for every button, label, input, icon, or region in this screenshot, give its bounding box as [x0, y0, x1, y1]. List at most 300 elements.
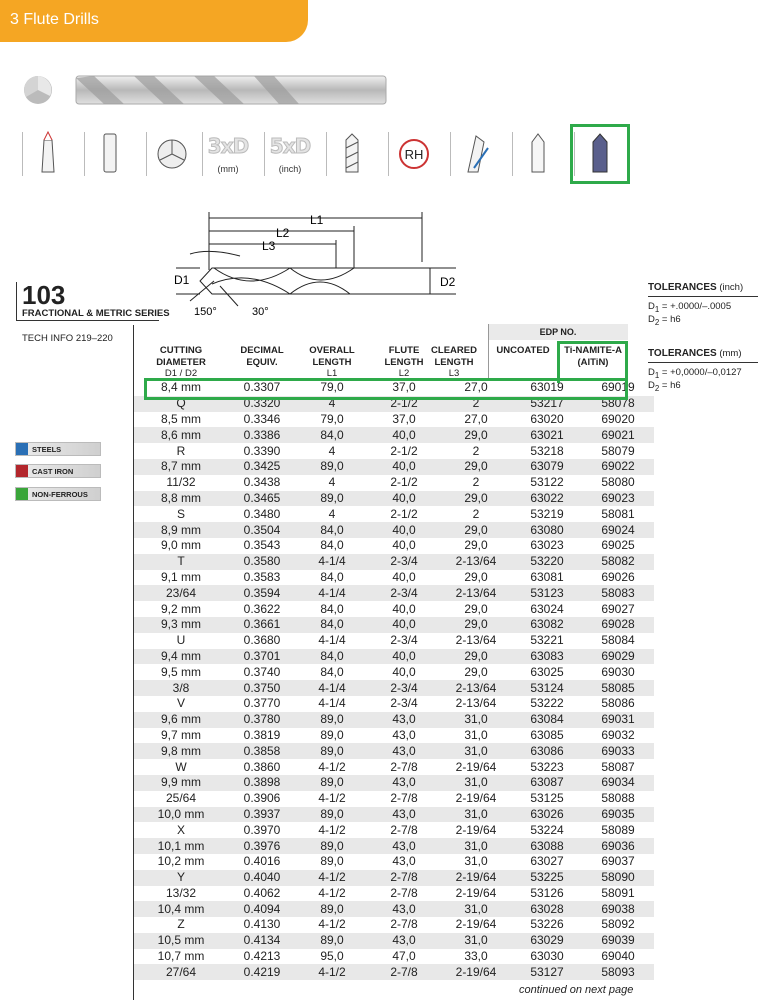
- table-cell: 10,4 mm: [134, 901, 228, 917]
- table-cell: 53220: [512, 554, 582, 570]
- table-cell: 9,4 mm: [134, 649, 228, 665]
- table-row: [134, 791, 654, 807]
- table-cell: 58084: [601, 633, 635, 648]
- table-cell: 2-13/64: [455, 696, 497, 711]
- section-title: 3 Flute Drills: [10, 11, 99, 28]
- depth-5xd-icon: 5xD (inch): [268, 128, 312, 184]
- table-cell: 2-1/2: [390, 475, 418, 490]
- table-cell: 58079: [601, 443, 635, 458]
- table-cell: 2-3/4: [390, 633, 418, 648]
- table-cell: 0.4016: [243, 854, 281, 869]
- table-cell: 2-19/64: [455, 759, 497, 774]
- svg-text:L3: L3: [262, 239, 276, 253]
- table-row: [134, 964, 654, 980]
- svg-text:150°: 150°: [194, 306, 217, 316]
- table-cell: 31,0: [440, 838, 512, 854]
- table-cell: 53225: [512, 870, 582, 886]
- table-cell: 27,0: [464, 380, 488, 395]
- table-cell: 4-1/2: [318, 822, 346, 837]
- table-cell: 4-1/4: [296, 554, 368, 570]
- table-row: [134, 412, 654, 428]
- table-cell: 69034: [582, 775, 654, 791]
- table-cell: 89,0: [296, 901, 368, 917]
- table-row: [134, 949, 654, 965]
- table-cell: 9,0 mm: [160, 538, 201, 553]
- table-cell: 8,4 mm: [160, 380, 201, 395]
- table-cell: 2-3/4: [368, 554, 440, 570]
- svg-text:RH: RH: [404, 147, 424, 162]
- table-cell: 0.4094: [228, 901, 296, 917]
- table-cell: 29,0: [440, 427, 512, 443]
- table-cell: 0.3583: [243, 569, 281, 584]
- table-cell: 63082: [512, 617, 582, 633]
- table-cell: 63088: [512, 838, 582, 854]
- table-cell: 40,0: [392, 538, 416, 553]
- table-cell: 79,0: [320, 411, 344, 426]
- series-divider: [16, 282, 17, 320]
- table-cell: 89,0: [296, 807, 368, 823]
- table-cell: 2-19/64: [440, 870, 512, 886]
- dimension-diagram: [150, 206, 480, 316]
- table-row: [134, 854, 654, 870]
- table-cell: 0.3465: [228, 491, 296, 507]
- table-cell: 2-7/8: [390, 822, 418, 837]
- selected-row-highlight: [144, 378, 628, 400]
- table-row: [134, 459, 654, 475]
- table-cell: 58092: [601, 917, 635, 932]
- table-cell: 69029: [582, 649, 654, 665]
- table-cell: 40,0: [368, 649, 440, 665]
- table-cell: 2: [472, 475, 480, 490]
- table-cell: 0.3425: [228, 459, 296, 475]
- table-cell: 63023: [530, 538, 564, 553]
- table-cell: 8,7 mm: [134, 459, 228, 475]
- table-cell: W: [175, 759, 187, 774]
- section-tab: [0, 0, 308, 42]
- table-cell: 9,8 mm: [134, 743, 228, 759]
- table-cell: 89,0: [296, 933, 368, 949]
- table-cell: T: [134, 554, 228, 570]
- table-cell: 89,0: [296, 712, 368, 728]
- table-cell: 0.3320: [228, 396, 296, 412]
- table-cell: 40,0: [368, 427, 440, 443]
- table-cell: 9,5 mm: [160, 664, 201, 679]
- table-cell: 4-1/4: [318, 633, 346, 648]
- table-cell: Z: [177, 917, 185, 932]
- table-cell: 53126: [530, 885, 564, 900]
- table-cell: 43,0: [392, 727, 416, 742]
- table-cell: 4: [296, 396, 368, 412]
- table-cell: 40,0: [392, 664, 416, 679]
- table-cell: 58089: [601, 822, 635, 837]
- table-cell: 4-1/4: [318, 696, 346, 711]
- table-cell: 29,0: [440, 522, 512, 538]
- table-cell: 0.3661: [228, 617, 296, 633]
- table-cell: 89,0: [296, 838, 368, 854]
- coolant-icon: [454, 128, 498, 184]
- table-cell: 2-7/8: [390, 917, 418, 932]
- helix-icon: [330, 128, 374, 184]
- table-cell: 2-7/8: [390, 885, 418, 900]
- table-cell: 79,0: [320, 380, 344, 395]
- table-row: [134, 443, 654, 459]
- table-cell: 69040: [601, 949, 635, 964]
- feature-icons: [14, 128, 634, 184]
- table-cell: 37,0: [392, 411, 416, 426]
- table-cell: 0.3680: [243, 633, 281, 648]
- table-cell: 0.4130: [243, 917, 281, 932]
- table-cell: 0.3819: [243, 727, 281, 742]
- table-cell: 31,0: [440, 933, 512, 949]
- table-cell: 69036: [582, 838, 654, 854]
- table-cell: 2-13/64: [440, 554, 512, 570]
- table-cell: 43,0: [368, 712, 440, 728]
- table-cell: 2-7/8: [368, 964, 440, 980]
- table-cell: 0.3860: [243, 759, 281, 774]
- table-cell: 0.3701: [228, 649, 296, 665]
- table-cell: 23/64: [134, 585, 228, 601]
- table-cell: 0.3898: [228, 775, 296, 791]
- table-row: [134, 759, 654, 775]
- table-cell: 0.4213: [243, 949, 281, 964]
- table-cell: 63019: [530, 380, 564, 395]
- table-cell: 0.3307: [243, 380, 281, 395]
- table-cell: 0.3480: [243, 506, 281, 521]
- table-cell: 4: [328, 443, 336, 458]
- table-cell: 69027: [601, 601, 635, 616]
- table-cell: 0.3937: [228, 807, 296, 823]
- table-cell: 31,0: [440, 712, 512, 728]
- table-cell: 31,0: [440, 775, 512, 791]
- table-row: [134, 901, 654, 917]
- table-cell: 0.3504: [228, 522, 296, 538]
- table-cell: 29,0: [440, 649, 512, 665]
- table-cell: 4-1/2: [318, 885, 346, 900]
- table-cell: 84,0: [320, 538, 344, 553]
- table-row: [134, 617, 654, 633]
- table-cell: 63030: [530, 949, 564, 964]
- table-cell: 0.3543: [243, 538, 281, 553]
- table-cell: 53221: [530, 633, 564, 648]
- table-row: [134, 570, 654, 586]
- table-row: [134, 712, 654, 728]
- table-cell: 63084: [512, 712, 582, 728]
- table-cell: 33,0: [464, 949, 488, 964]
- table-cell: 13/32: [165, 885, 197, 900]
- header-decimal-equiv: DECIMAL EQUIV.: [240, 345, 284, 368]
- table-cell: 63024: [530, 601, 564, 616]
- table-cell: 25/64: [165, 791, 197, 806]
- table-cell: 29,0: [440, 617, 512, 633]
- table-cell: 10,7 mm: [157, 949, 205, 964]
- table-cell: 58080: [601, 475, 635, 490]
- table-cell: 11/32: [166, 475, 196, 490]
- table-cell: 69033: [582, 743, 654, 759]
- table-cell: Q: [134, 396, 228, 412]
- table-cell: 4-1/2: [318, 917, 346, 932]
- table-row: [134, 680, 654, 696]
- right-hand-icon: [392, 128, 436, 184]
- depth-3xd-icon: 3xD (mm): [206, 128, 250, 184]
- table-cell: 31,0: [440, 901, 512, 917]
- table-cell: 8,8 mm: [134, 491, 228, 507]
- table-cell: 2-7/8: [390, 791, 418, 806]
- table-cell: 69020: [601, 411, 635, 426]
- table-cell: 63022: [512, 491, 582, 507]
- table-cell: 69025: [601, 538, 635, 553]
- table-cell: 4-1/2: [318, 791, 346, 806]
- table-cell: 53122: [530, 475, 564, 490]
- table-cell: 69038: [582, 901, 654, 917]
- table-cell: 3/8: [134, 680, 228, 696]
- table-cell: 63086: [512, 743, 582, 759]
- table-row: [134, 886, 654, 902]
- table-cell: 43,0: [368, 743, 440, 759]
- table-cell: 2-19/64: [455, 885, 497, 900]
- table-cell: 84,0: [296, 522, 368, 538]
- table-cell: 0.4040: [228, 870, 296, 886]
- drill-data-table: [134, 380, 654, 980]
- table-cell: 2-1/2: [368, 396, 440, 412]
- table-cell: V: [176, 696, 185, 711]
- table-cell: 69031: [582, 712, 654, 728]
- table-cell: 53223: [530, 759, 564, 774]
- table-cell: 84,0: [296, 649, 368, 665]
- header-flute-length: FLUTE LENGTH L2: [384, 345, 424, 379]
- table-cell: 0.3770: [243, 696, 281, 711]
- table-cell: 40,0: [368, 617, 440, 633]
- table-cell: 2-13/64: [455, 633, 497, 648]
- table-cell: 53222: [530, 696, 564, 711]
- table-cell: 69037: [601, 854, 635, 869]
- table-cell: 27,0: [464, 411, 488, 426]
- table-cell: R: [176, 443, 186, 458]
- table-row: [134, 427, 654, 443]
- table-cell: 0.3750: [228, 680, 296, 696]
- table-cell: 2: [440, 396, 512, 412]
- table-cell: 58088: [601, 791, 635, 806]
- table-cell: 2-13/64: [440, 585, 512, 601]
- header-ti-namite: Ti-NAMITE-A (AlTiN): [564, 345, 622, 368]
- table-cell: 4-1/2: [318, 759, 346, 774]
- table-cell: 0.3780: [228, 712, 296, 728]
- table-cell: 84,0: [296, 617, 368, 633]
- table-cell: 43,0: [368, 933, 440, 949]
- table-row: [134, 933, 654, 949]
- table-cell: 40,0: [368, 459, 440, 475]
- table-cell: 58081: [601, 506, 635, 521]
- table-row: [134, 633, 654, 649]
- table-cell: 2-7/8: [368, 870, 440, 886]
- table-row: [134, 822, 654, 838]
- table-cell: 2-3/4: [368, 680, 440, 696]
- table-cell: 63087: [512, 775, 582, 791]
- table-cell: 89,0: [320, 727, 344, 742]
- table-cell: 0.3906: [243, 791, 281, 806]
- table-cell: 2-1/2: [390, 506, 418, 521]
- table-cell: 53219: [530, 506, 564, 521]
- table-cell: 69039: [582, 933, 654, 949]
- table-cell: 58082: [582, 554, 654, 570]
- table-row: [134, 743, 654, 759]
- table-cell: 43,0: [368, 775, 440, 791]
- table-cell: 9,2 mm: [160, 601, 201, 616]
- table-cell: 53218: [530, 443, 564, 458]
- table-row: [134, 538, 654, 554]
- legend-cast-iron: CAST IRON: [15, 464, 101, 478]
- table-cell: 58078: [582, 396, 654, 412]
- table-cell: 53123: [512, 585, 582, 601]
- table-cell: 2-19/64: [455, 917, 497, 932]
- table-cell: 63028: [512, 901, 582, 917]
- table-cell: 31,0: [440, 807, 512, 823]
- table-cell: 69022: [582, 459, 654, 475]
- table-cell: S: [176, 506, 185, 521]
- table-cell: 9,7 mm: [160, 727, 201, 742]
- table-cell: 58083: [582, 585, 654, 601]
- table-cell: 89,0: [320, 854, 344, 869]
- tolerances-inch: TOLERANCES (inch) $D_1 = +.0000/-.0005$ $D_2 = h6$: [648, 282, 758, 327]
- table-cell: 10,2 mm: [157, 854, 205, 869]
- table-cell: X: [176, 822, 185, 837]
- table-row: [134, 554, 654, 570]
- point-icon: [26, 128, 70, 184]
- table-cell: 4-1/4: [296, 585, 368, 601]
- table-cell: 0.4062: [243, 885, 281, 900]
- table-row: [134, 649, 654, 665]
- table-cell: 69035: [582, 807, 654, 823]
- table-cell: 10,0 mm: [134, 807, 228, 823]
- drill-image: [24, 72, 389, 112]
- table-cell: 29,0: [464, 569, 488, 584]
- table-cell: 63027: [530, 854, 564, 869]
- table-cell: 58087: [601, 759, 635, 774]
- table-cell: 2: [472, 506, 480, 521]
- table-cell: 0.3622: [243, 601, 281, 616]
- table-cell: 53125: [530, 791, 564, 806]
- table-cell: 2: [472, 443, 480, 458]
- table-cell: 0.4134: [228, 933, 296, 949]
- table-row: [134, 696, 654, 712]
- table-cell: 89,0: [296, 775, 368, 791]
- table-row: [134, 838, 654, 854]
- table-cell: 63021: [512, 427, 582, 443]
- table-cell: 89,0: [296, 743, 368, 759]
- table-cell: 63026: [512, 807, 582, 823]
- series-number: 103: [22, 280, 66, 310]
- table-row: [134, 664, 654, 680]
- table-cell: 63079: [512, 459, 582, 475]
- table-cell: 53226: [530, 917, 564, 932]
- table-row: [134, 491, 654, 507]
- edp-header: EDP NO.: [488, 324, 628, 340]
- table-cell: 29,0: [464, 538, 488, 553]
- table-cell: 2-3/4: [390, 696, 418, 711]
- table-row: [134, 807, 654, 823]
- table-cell: 40,0: [392, 569, 416, 584]
- svg-text:L2: L2: [276, 226, 290, 240]
- table-cell: 0.3438: [243, 475, 281, 490]
- table-cell: 9,3 mm: [134, 617, 228, 633]
- table-cell: 40,0: [368, 491, 440, 507]
- svg-text:D1: D1: [174, 273, 190, 287]
- table-cell: 63080: [512, 522, 582, 538]
- series-name: FRACTIONAL & METRIC SERIES: [22, 308, 170, 319]
- table-cell: Y: [134, 870, 228, 886]
- legend-steels: STEELS: [15, 442, 101, 456]
- table-cell: 0.3740: [243, 664, 281, 679]
- table-cell: 89,0: [296, 491, 368, 507]
- table-cell: 31,0: [440, 743, 512, 759]
- table-cell: 10,5 mm: [134, 933, 228, 949]
- table-cell: 69032: [601, 727, 635, 742]
- table-cell: 63025: [530, 664, 564, 679]
- table-cell: 40,0: [392, 601, 416, 616]
- table-cell: 0.3976: [228, 838, 296, 854]
- table-cell: 43,0: [368, 807, 440, 823]
- table-cell: 2-1/2: [390, 443, 418, 458]
- table-row: [134, 475, 654, 491]
- table-row: [134, 601, 654, 617]
- table-cell: 63029: [512, 933, 582, 949]
- table-cell: 31,0: [464, 727, 488, 742]
- table-cell: 10,1 mm: [134, 838, 228, 854]
- table-cell: 0.4219: [228, 964, 296, 980]
- table-cell: 31,0: [464, 854, 488, 869]
- table-cell: 69028: [582, 617, 654, 633]
- table-cell: 2-3/4: [368, 585, 440, 601]
- table-cell: 4-1/2: [296, 870, 368, 886]
- table-row: [134, 728, 654, 744]
- table-cell: 53124: [512, 680, 582, 696]
- uncoated-drill-icon: [516, 128, 560, 184]
- table-cell: 29,0: [464, 601, 488, 616]
- table-cell: 95,0: [320, 949, 344, 964]
- shank-icon: [88, 128, 132, 184]
- table-cell: 58091: [601, 885, 635, 900]
- table-cell: 69024: [582, 522, 654, 538]
- table-cell: 2-19/64: [440, 964, 512, 980]
- svg-text:30°: 30°: [252, 306, 269, 316]
- svg-text:L1: L1: [310, 213, 324, 227]
- table-cell: 63081: [530, 569, 564, 584]
- table-cell: 4: [328, 475, 336, 490]
- table-cell: 63020: [530, 411, 564, 426]
- table-cell: 8,5 mm: [160, 411, 201, 426]
- table-cell: 53224: [530, 822, 564, 837]
- header-cleared-length: CLEARED LENGTH L3: [431, 345, 477, 379]
- table-cell: 8,6 mm: [134, 427, 228, 443]
- table-cell: 8,9 mm: [134, 522, 228, 538]
- tech-info: TECH INFO 219–220: [22, 333, 113, 344]
- table-cell: 4-1/2: [296, 964, 368, 980]
- table-cell: 69021: [582, 427, 654, 443]
- table-cell: 84,0: [320, 569, 344, 584]
- table-cell: 0.3858: [228, 743, 296, 759]
- table-cell: 2-19/64: [455, 791, 497, 806]
- table-row: [134, 917, 654, 933]
- tolerances-mm: TOLERANCES (mm) $D_1 = +0,0000/-0,0127$ $D_2 = h6$: [648, 348, 758, 393]
- table-cell: 58086: [601, 696, 635, 711]
- table-cell: 0.3580: [228, 554, 296, 570]
- table-cell: 4: [328, 506, 336, 521]
- table-cell: 53217: [512, 396, 582, 412]
- table-cell: 89,0: [296, 459, 368, 475]
- table-cell: U: [176, 633, 186, 648]
- legend-non-ferrous: NON-FERROUS: [15, 487, 101, 501]
- header-uncoated: UNCOATED: [496, 345, 550, 356]
- table-cell: 84,0: [320, 664, 344, 679]
